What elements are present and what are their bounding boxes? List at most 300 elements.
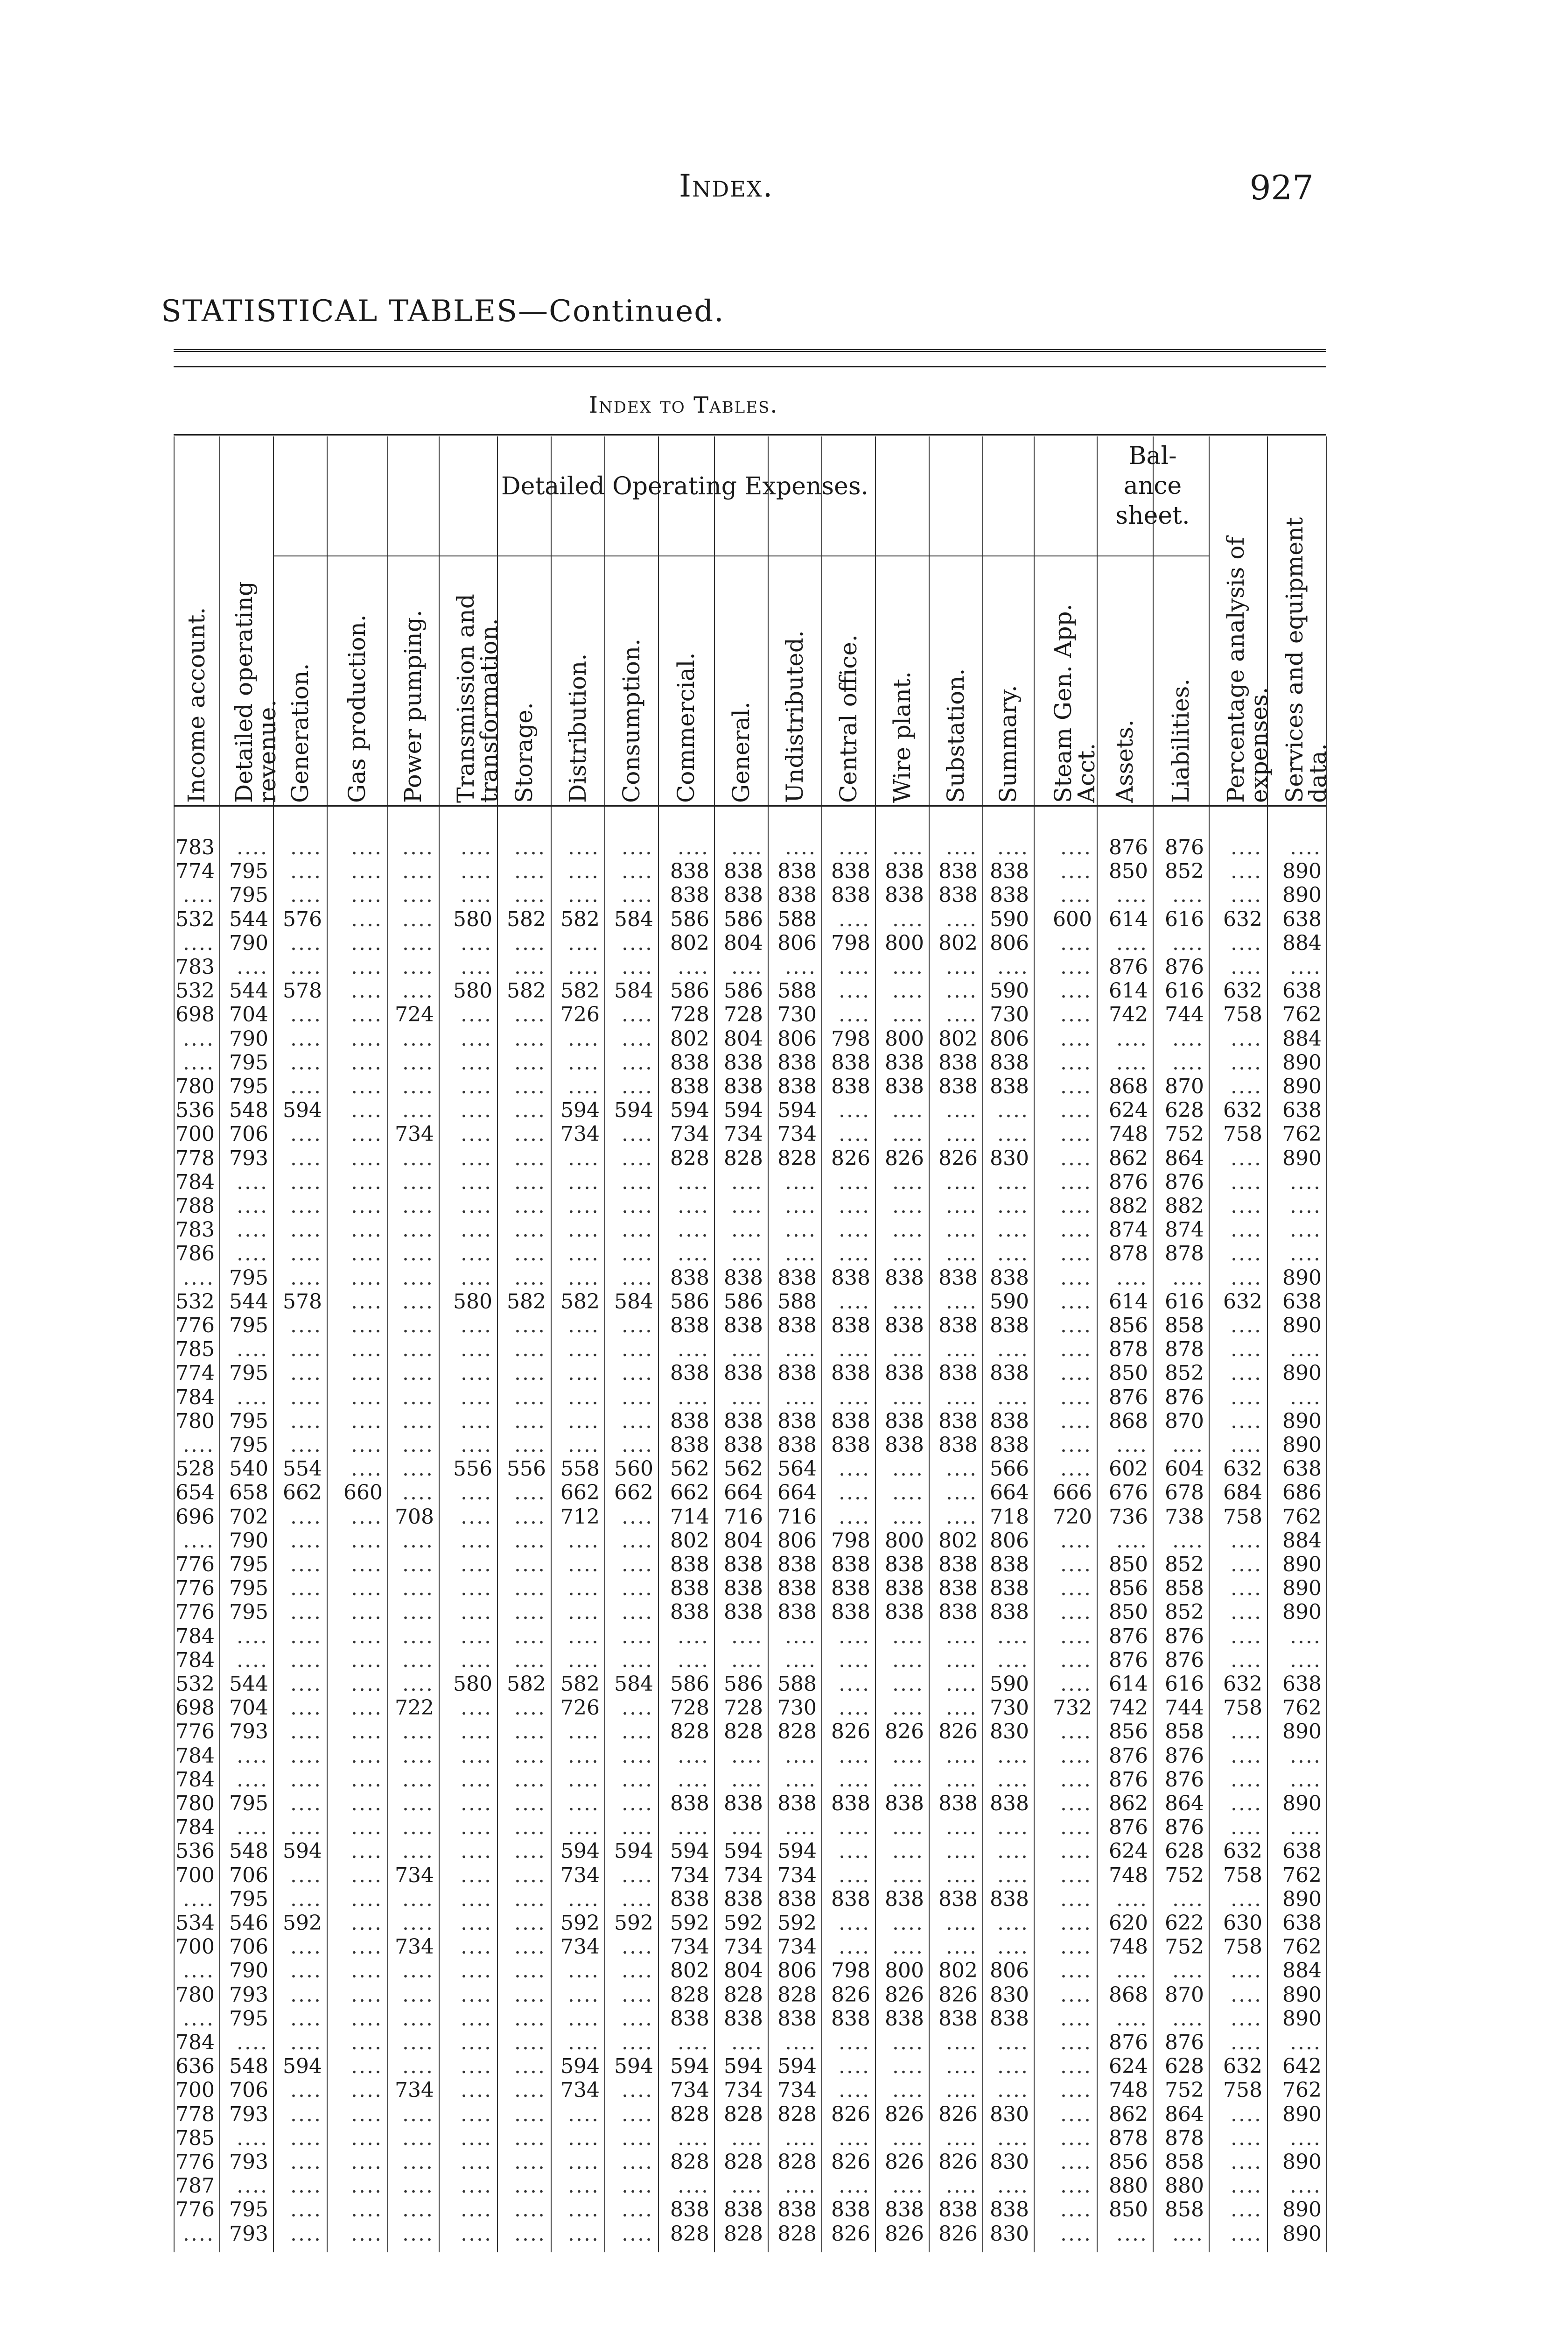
table-cell-leader: ....	[892, 2126, 924, 2150]
table-cell: 762	[1282, 1696, 1322, 1720]
table-cell-leader: ....	[839, 1696, 870, 1720]
table-cell-leader: ....	[402, 1553, 434, 1576]
table-cell-leader: ....	[1060, 1935, 1092, 1959]
table-cell-leader: ....	[402, 1242, 434, 1266]
table-cell-leader: ....	[622, 1050, 653, 1075]
column-header	[1034, 560, 1100, 803]
table-cell-leader: ....	[402, 1314, 434, 1337]
table-cell: 556	[507, 1457, 546, 1481]
table-cell: 838	[885, 1887, 924, 1911]
table-cell: 614	[1109, 1672, 1148, 1696]
table-cell-leader: ....	[568, 1553, 600, 1576]
table-cell: 838	[938, 883, 978, 907]
table-cell-leader: ....	[731, 1743, 763, 1768]
table-cell: 838	[990, 2006, 1029, 2031]
table-cell-leader: ....	[1060, 1098, 1092, 1123]
table-cell-leader: ....	[678, 1242, 709, 1266]
table-cell-leader: ....	[514, 1265, 546, 1290]
table-cell: 528	[175, 1457, 215, 1481]
table-cell-leader: ....	[946, 907, 978, 931]
table-cell: 868	[1109, 1982, 1148, 2007]
table-cell-leader: ....	[678, 1385, 709, 1409]
column-header	[604, 560, 658, 803]
table-cell-leader: ....	[461, 2222, 492, 2246]
table-cell: 850	[1109, 1553, 1148, 1576]
table-cell-leader: ....	[461, 883, 492, 907]
table-cell: 838	[670, 2006, 709, 2031]
table-cell: 604	[1165, 1457, 1204, 1481]
table-cell: 590	[990, 979, 1029, 1003]
table-cell-leader: ....	[461, 2174, 492, 2198]
table-cell: 828	[777, 1982, 817, 2007]
table-cell-leader: ....	[351, 1887, 383, 1911]
column-header-label: Wire plant.	[888, 671, 916, 803]
table-cell: 784	[175, 1385, 215, 1409]
table-cell-leader: ....	[1290, 1170, 1322, 1194]
table-cell-leader: ....	[997, 955, 1029, 979]
table-cell: 628	[1165, 1098, 1204, 1123]
table-cell-leader: ....	[461, 1504, 492, 1529]
table-cell-leader: ....	[1060, 1720, 1092, 1744]
table-cell-leader: ....	[731, 1648, 763, 1672]
table-cell-leader: ....	[1290, 1385, 1322, 1409]
table-cell-leader: ....	[622, 1553, 653, 1576]
table-cell: 586	[670, 1289, 709, 1314]
table-cell: 828	[777, 2102, 817, 2126]
table-cell-leader: ....	[290, 1218, 322, 1242]
table-cell-leader: ....	[1060, 1075, 1092, 1098]
table-cell: 838	[885, 859, 924, 884]
table-cell-leader: ....	[1231, 1337, 1262, 1362]
table-cell: 795	[229, 859, 268, 884]
table-cell-leader: ....	[622, 2031, 653, 2054]
table-cell: 798	[831, 1959, 870, 1983]
table-cell: 588	[777, 1289, 817, 1314]
table-cell-leader: ....	[839, 1242, 870, 1266]
table-cell: 890	[1282, 1433, 1322, 1457]
table-cell-leader: ....	[892, 1003, 924, 1027]
table-cell-leader: ....	[237, 1624, 268, 1648]
table-cell: 778	[175, 1146, 215, 1170]
table-cell: 838	[938, 1409, 978, 1433]
table-cell: 806	[990, 931, 1029, 955]
table-cell: 580	[453, 907, 492, 931]
table-cell-leader: ....	[290, 1767, 322, 1792]
table-cell-leader: ....	[839, 1648, 870, 1672]
table-cell: 548	[229, 1098, 268, 1123]
table-cell: 858	[1165, 1576, 1204, 1601]
table-cell-leader: ....	[622, 1026, 653, 1051]
table-cell: 594	[724, 2054, 763, 2079]
table-cell-leader: ....	[1060, 2222, 1092, 2246]
table-cell-leader: ....	[785, 1648, 817, 1672]
table-cell: 716	[724, 1504, 763, 1529]
table-cell-leader: ....	[183, 883, 215, 907]
table-cell: 858	[1165, 1720, 1204, 1744]
table-cell-leader: ....	[1060, 1146, 1092, 1170]
table-cell-leader: ....	[839, 1767, 870, 1792]
table-cell-leader: ....	[568, 1361, 600, 1385]
table-cell: 594	[724, 1098, 763, 1123]
table-cell: 838	[831, 1576, 870, 1601]
table-cell-leader: ....	[892, 1098, 924, 1123]
table-cell: 838	[831, 1050, 870, 1075]
table-cell: 828	[777, 1146, 817, 1170]
table-cell: 582	[560, 1289, 600, 1314]
table-cell-leader: ....	[839, 2174, 870, 2198]
table-cell-leader: ....	[1060, 1815, 1092, 1840]
table-cell: 838	[885, 2006, 924, 2031]
table-cell: 795	[229, 1433, 268, 1457]
table-cell-leader: ....	[290, 1959, 322, 1983]
table-cell: 730	[990, 1696, 1029, 1720]
table-cell: 628	[1165, 2054, 1204, 2079]
table-cell: 852	[1165, 859, 1204, 884]
table-cell: 584	[614, 1672, 653, 1696]
table-cell-leader: ....	[1290, 1767, 1322, 1792]
table-cell-leader: ....	[568, 2126, 600, 2150]
table-cell-leader: ....	[1060, 1218, 1092, 1242]
table-cell-leader: ....	[514, 1050, 546, 1075]
table-cell-leader: ....	[839, 1457, 870, 1481]
table-cell-leader: ....	[1060, 2150, 1092, 2174]
table-cell-leader: ....	[997, 2078, 1029, 2102]
table-cell-leader: ....	[622, 2102, 653, 2126]
table-cell-leader: ....	[514, 1624, 546, 1648]
table-cell: 632	[1223, 1289, 1262, 1314]
table-cell: 592	[777, 1911, 817, 1935]
table-cell-leader: ....	[1060, 2198, 1092, 2222]
table-cell: 795	[229, 1409, 268, 1433]
table-cell: 876	[1165, 955, 1204, 979]
table-cell: 616	[1165, 979, 1204, 1003]
table-cell: 594	[283, 2054, 322, 2079]
table-cell-leader: ....	[568, 1887, 600, 1911]
table-cell: 632	[1223, 1098, 1262, 1123]
table-cell: 876	[1165, 836, 1204, 859]
table-cell: 632	[1223, 1839, 1262, 1863]
table-cell-leader: ....	[461, 1648, 492, 1672]
table-cell-leader: ....	[997, 1122, 1029, 1146]
running-head: Index.	[679, 168, 774, 204]
table-cell: 664	[990, 1481, 1029, 1505]
table-cell-leader: ....	[892, 1218, 924, 1242]
table-cell: 616	[1165, 1672, 1204, 1696]
table-cell: 594	[670, 1839, 709, 1863]
table-cell: 890	[1282, 883, 1322, 907]
table-cell-leader: ....	[183, 1265, 215, 1290]
table-cell: 742	[1109, 1696, 1148, 1720]
table-cell-leader: ....	[290, 1863, 322, 1887]
table-cell-leader: ....	[514, 2150, 546, 2174]
table-cell-leader: ....	[351, 1337, 383, 1362]
table-cell: 734	[395, 1935, 434, 1959]
column-header-label: Undistributed.	[781, 630, 808, 803]
table-cell: 876	[1165, 1170, 1204, 1194]
table-cell-leader: ....	[678, 1815, 709, 1840]
column-header	[497, 560, 551, 803]
column-header	[439, 560, 503, 803]
table-cell: 838	[724, 1409, 763, 1433]
table-cell: 838	[938, 859, 978, 884]
table-cell-leader: ....	[946, 1672, 978, 1696]
table-cell-leader: ....	[290, 1504, 322, 1529]
table-cell-leader: ....	[514, 1146, 546, 1170]
table-cell: 882	[1165, 1194, 1204, 1218]
table-cell-leader: ....	[1060, 1863, 1092, 1887]
table-cell-leader: ....	[514, 1098, 546, 1123]
table-cell-leader: ....	[237, 1194, 268, 1218]
table-cell-leader: ....	[1231, 1528, 1262, 1553]
table-cell: 594	[670, 2054, 709, 2079]
table-cell: 830	[990, 2102, 1029, 2126]
table-cell-leader: ....	[1060, 1361, 1092, 1385]
table-cell-leader: ....	[1231, 1385, 1262, 1409]
table-cell: 838	[990, 1600, 1029, 1624]
table-cell-leader: ....	[514, 1026, 546, 1051]
table-cell: 828	[724, 2150, 763, 2174]
table-cell-leader: ....	[1060, 1839, 1092, 1863]
table-cell-leader: ....	[622, 1122, 653, 1146]
table-cell-leader: ....	[290, 1696, 322, 1720]
table-cell: 838	[724, 2198, 763, 2222]
table-cell-leader: ....	[678, 1170, 709, 1194]
table-cell-leader: ....	[461, 1026, 492, 1051]
table-cell: 890	[1282, 1600, 1322, 1624]
table-cell-leader: ....	[351, 2031, 383, 2054]
table-cell-leader: ....	[839, 2054, 870, 2079]
table-cell-leader: ....	[461, 1696, 492, 1720]
table-cell-leader: ....	[568, 2031, 600, 2054]
table-cell-leader: ....	[1231, 1648, 1262, 1672]
table-cell: 828	[777, 1720, 817, 1744]
table-cell-leader: ....	[892, 1504, 924, 1529]
table-cell: 862	[1109, 2102, 1148, 2126]
table-cell-leader: ....	[1060, 1242, 1092, 1266]
table-cell-leader: ....	[1060, 1289, 1092, 1314]
table-cell-leader: ....	[351, 955, 383, 979]
table-cell: 793	[229, 1720, 268, 1744]
table-cell-leader: ....	[622, 1792, 653, 1815]
column-header-label: Summary.	[994, 685, 1022, 803]
table-cell: 876	[1109, 955, 1148, 979]
table-cell-leader: ....	[785, 2126, 817, 2150]
table-cell: 586	[724, 979, 763, 1003]
table-cell-leader: ....	[678, 2031, 709, 2054]
table-cell: 826	[938, 1720, 978, 1744]
table-cell-leader: ....	[568, 1433, 600, 1457]
table-cell-leader: ....	[622, 1863, 653, 1887]
table-cell-leader: ....	[461, 1600, 492, 1624]
table-cell-leader: ....	[514, 1743, 546, 1768]
table-cell-leader: ....	[461, 1911, 492, 1935]
table-cell: 704	[229, 1696, 268, 1720]
table-cell-leader: ....	[1060, 2006, 1092, 2031]
table-cell-leader: ....	[678, 1218, 709, 1242]
table-cell: 544	[229, 979, 268, 1003]
table-cell: 878	[1165, 1337, 1204, 1362]
table-cell-leader: ....	[622, 1361, 653, 1385]
table-cell: 734	[560, 1122, 600, 1146]
table-cell-leader: ....	[1060, 1528, 1092, 1553]
table-cell: 616	[1165, 907, 1204, 931]
column-header-label: Liabilities.	[1167, 678, 1194, 803]
table-cell-leader: ....	[1172, 1050, 1204, 1075]
table-cell-leader: ....	[1060, 1767, 1092, 1792]
table-cell: 586	[670, 907, 709, 931]
table-cell: 838	[670, 1792, 709, 1815]
table-cell: 828	[724, 1982, 763, 2007]
table-cell-leader: ....	[402, 2222, 434, 2246]
table-cell-leader: ....	[514, 1242, 546, 1266]
table-cell: 632	[1223, 1457, 1262, 1481]
table-cell: 752	[1165, 1863, 1204, 1887]
table-cell-leader: ....	[290, 1337, 322, 1362]
table-cell-leader: ....	[622, 1576, 653, 1601]
table-cell-leader: ....	[946, 1122, 978, 1146]
table-cell-leader: ....	[402, 1792, 434, 1815]
table-cell: 784	[175, 1170, 215, 1194]
table-cell-leader: ....	[290, 859, 322, 884]
table-cell-leader: ....	[1231, 955, 1262, 979]
table-cell-leader: ....	[461, 2031, 492, 2054]
table-cell-leader: ....	[946, 1337, 978, 1362]
table-cell-leader: ....	[839, 1935, 870, 1959]
table-cell-leader: ....	[678, 1767, 709, 1792]
table-cell-leader: ....	[622, 1409, 653, 1433]
column-header-label: Storage.	[510, 702, 538, 803]
table-cell: 774	[175, 1361, 215, 1385]
table-cell: 838	[990, 1265, 1029, 1290]
table-cell-leader: ....	[1231, 1361, 1262, 1385]
table-cell: 838	[670, 1050, 709, 1075]
table-cell: 852	[1165, 1361, 1204, 1385]
table-cell-leader: ....	[1060, 1959, 1092, 1983]
table-cell-leader: ....	[514, 1600, 546, 1624]
table-cell-leader: ....	[946, 2174, 978, 2198]
table-cell: 838	[831, 1075, 870, 1098]
table-cell-leader: ....	[290, 1050, 322, 1075]
table-cell: 666	[1053, 1481, 1092, 1505]
table-cell-leader: ....	[461, 1576, 492, 1601]
table-cell-leader: ....	[568, 1242, 600, 1266]
table-cell: 793	[229, 2222, 268, 2246]
table-cell: 790	[229, 1026, 268, 1051]
table-cell-leader: ....	[839, 1624, 870, 1648]
table-cell: 838	[990, 1075, 1029, 1098]
table-cell-leader: ....	[514, 1075, 546, 1098]
table-cell-leader: ....	[946, 1194, 978, 1218]
table-cell: 730	[990, 1003, 1029, 1027]
table-cell-leader: ....	[622, 1194, 653, 1218]
table-cell-leader: ....	[892, 1385, 924, 1409]
table-cell-leader: ....	[351, 1289, 383, 1314]
table-cell-leader: ....	[351, 1696, 383, 1720]
table-cell-leader: ....	[461, 2078, 492, 2102]
table-cell-leader: ....	[839, 1170, 870, 1194]
table-cell-leader: ....	[461, 1098, 492, 1123]
table-cell-leader: ....	[1060, 1337, 1092, 1362]
table-cell: 890	[1282, 1265, 1322, 1290]
table-cell: 828	[777, 2222, 817, 2246]
table-cell-leader: ....	[946, 1385, 978, 1409]
table-cell-leader: ....	[290, 1982, 322, 2007]
table-cell-leader: ....	[946, 1863, 978, 1887]
table-cell: 614	[1109, 907, 1148, 931]
table-cell: 802	[938, 1528, 978, 1553]
table-cell: 748	[1109, 1122, 1148, 1146]
table-cell-leader: ....	[351, 979, 383, 1003]
table-cell-leader: ....	[622, 2126, 653, 2150]
table-cell: 758	[1223, 1863, 1262, 1887]
column-header-label: Assets.	[1111, 719, 1138, 803]
table-cell: 838	[724, 2006, 763, 2031]
table-cell-leader: ....	[461, 1982, 492, 2007]
table-cell: 862	[1109, 1146, 1148, 1170]
table-cell-leader: ....	[678, 1743, 709, 1768]
table-cell: 638	[1282, 979, 1322, 1003]
table-cell-leader: ....	[402, 1672, 434, 1696]
table-cell-leader: ....	[237, 1385, 268, 1409]
table-cell: 734	[670, 1122, 709, 1146]
table-cell: 838	[724, 1361, 763, 1385]
table-cell: 826	[938, 1982, 978, 2007]
table-cell-leader: ....	[402, 2031, 434, 2054]
column-header	[327, 560, 387, 803]
table-cell: 734	[724, 1122, 763, 1146]
table-cell: 800	[885, 1959, 924, 1983]
table-cell-leader: ....	[785, 955, 817, 979]
table-cell-leader: ....	[892, 1457, 924, 1481]
table-cell-leader: ....	[1231, 1265, 1262, 1290]
table-cell: 795	[229, 1576, 268, 1601]
table-cell-leader: ....	[461, 859, 492, 884]
table-cell-leader: ....	[237, 1815, 268, 1840]
table-cell: 642	[1282, 2054, 1322, 2079]
table-cell-leader: ....	[1116, 1959, 1148, 1983]
table-cell-leader: ....	[351, 1098, 383, 1123]
table-cell: 828	[724, 2222, 763, 2246]
table-cell-leader: ....	[402, 1600, 434, 1624]
table-cell: 852	[1165, 1553, 1204, 1576]
table-cell-leader: ....	[1060, 1624, 1092, 1648]
table-cell-leader: ....	[1172, 1265, 1204, 1290]
table-cell-leader: ....	[461, 1242, 492, 1266]
table-cell-leader: ....	[946, 1003, 978, 1027]
table-cell: 828	[670, 1982, 709, 2007]
table-cell-leader: ....	[461, 1146, 492, 1170]
table-cell-leader: ....	[892, 979, 924, 1003]
table-cell: 730	[777, 1696, 817, 1720]
table-cell-leader: ....	[946, 2031, 978, 2054]
table-cell: 828	[670, 2150, 709, 2174]
table-cell-leader: ....	[839, 907, 870, 931]
table-cell-leader: ....	[997, 1767, 1029, 1792]
table-cell: 884	[1282, 1026, 1322, 1051]
table-cell-leader: ....	[622, 931, 653, 955]
table-cell-leader: ....	[351, 1863, 383, 1887]
table-cell: 826	[831, 2102, 870, 2126]
table-cell: 592	[614, 1911, 653, 1935]
table-cell-leader: ....	[1231, 1026, 1262, 1051]
table-cell: 590	[990, 1289, 1029, 1314]
table-cell: 838	[990, 2198, 1029, 2222]
column-header	[387, 560, 439, 803]
table-cell: 838	[885, 1314, 924, 1337]
table-cell-leader: ....	[290, 1242, 322, 1266]
table-cell-leader: ....	[1172, 1887, 1204, 1911]
table-cell: 830	[990, 1146, 1029, 1170]
